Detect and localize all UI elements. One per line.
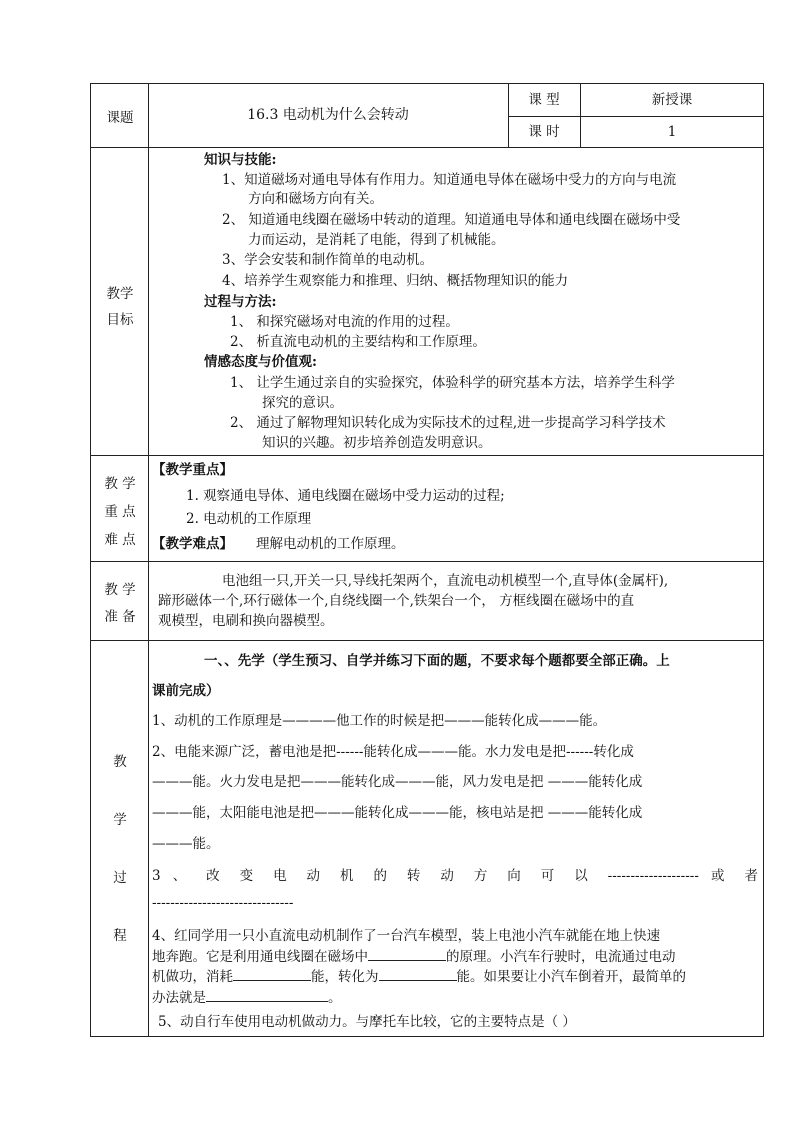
attitude-item-1: 1、 让学生通过亲自的实验探究，体验科学的研究基本方法，培养学生科学	[230, 375, 675, 391]
question-4-text-c: 机做功，消耗	[152, 969, 233, 985]
knowledge-item-1-cont: 方向和磁场方向有关。	[248, 191, 383, 207]
topic-label: 课题	[106, 110, 134, 126]
question-3-line-2: -------------------------------	[152, 895, 294, 911]
objectives-label-2: 目标	[106, 312, 134, 328]
question-5: 5、动自行车使用电动机做动力。与摩托车比较，它的主要特点是（ ）	[158, 1014, 576, 1030]
question-4-line-4	[152, 987, 342, 1008]
question-2-line-4: ———能。	[152, 836, 220, 852]
knowledge-item-2-cont: 力而运动，是消耗了电能，得到了机械能。	[248, 232, 505, 248]
answer-blank-1[interactable]	[368, 946, 446, 961]
knowledge-item-3: 3、学会安装和制作简单的电动机。	[222, 252, 434, 268]
question-4-text-b: 的原理。小汽车行驶时，电流通过电动	[446, 949, 676, 965]
key-item-2: 2. 电动机的工作原理	[186, 511, 312, 527]
hours-label: 课 时	[528, 124, 560, 140]
answer-blank-2[interactable]	[233, 966, 311, 981]
question-4-text-a: 地奔跑。它是利用通电线圈在磁场中	[152, 949, 368, 965]
knowledge-item-4: 4、培养学生观察能力和推理、归纳、概括物理知识的能力	[222, 273, 569, 289]
question-4-text-f: 办法就是	[152, 990, 206, 1006]
header-inner-divider	[508, 116, 764, 117]
process-heading: 过程与方法:	[204, 294, 277, 310]
keypoints-label-3: 难 点	[104, 532, 136, 548]
preparation-label-1: 教 学	[104, 582, 136, 598]
preparation-line-1: 电池组一只,开关一只,导线托架两个，直流电动机模型一个,直导体(金属杆),	[222, 573, 669, 589]
question-2-line-2: ———能。火力发电是把———能转化成———能，风力发电是把 ———能转化成	[152, 774, 643, 790]
process-item-2: 2、 析直流电动机的主要结构和工作原理。	[230, 334, 486, 350]
process-intro: 一、、先学（学生预习、自学并练习下面的题，不要求每个题都要全部正确。上	[204, 653, 670, 669]
hours-value: 1	[667, 124, 677, 140]
key-heading: 【教学重点】	[152, 462, 233, 478]
knowledge-heading: 知识与技能:	[204, 152, 277, 168]
type-value: 新授课	[651, 92, 693, 108]
preparation-line-2: 蹄形磁体一个,环行磁体一个,自绕线圈一个,铁架台一个， 方框线圈在磁场中的直	[158, 593, 635, 609]
difficulty-text: 理解电动机的工作原理。	[256, 536, 405, 552]
question-4-text-g: 。	[328, 990, 342, 1006]
process-label-1: 教	[113, 754, 127, 770]
process-intro-cont: 课前完成）	[152, 683, 220, 699]
topic-value: 16.3 电动机为什么会转动	[247, 107, 409, 123]
preparation-line-3: 观模型，电刷和换向器模型。	[158, 613, 334, 629]
question-4-line-2	[152, 946, 676, 967]
answer-blank-4[interactable]	[206, 987, 328, 1002]
attitude-heading: 情感态度与价值观:	[204, 354, 317, 370]
attitude-item-2-cont: 知识的兴趣。初步培养创造发明意识。	[262, 435, 492, 451]
preparation-label-2: 准 备	[104, 609, 136, 625]
key-item-1: 1. 观察通电导体、通电线圈在磁场中受力运动的过程;	[186, 488, 505, 504]
question-3-line-1: 3 、 改 变 电 动 机 的 转 动 方 向 可 以 -------------------- 或 者	[152, 868, 758, 884]
knowledge-item-1: 1、知道磁场对通电导体有作用力。知道通电导体在磁场中受力的方向与电流	[222, 172, 677, 188]
question-4-text-d: 能，转化为	[311, 969, 379, 985]
difficulty-heading: 【教学难点】	[152, 536, 233, 552]
keypoints-label-2: 重 点	[104, 504, 136, 520]
question-4-text-e: 能。如果要让小汽车倒着开，最简单的	[456, 969, 686, 985]
knowledge-item-2: 2、 知道通电线圈在磁场中转动的道理。知道通电导体和通电线圈在磁场中受	[222, 212, 681, 228]
process-item-1: 1、 和探究磁场对电流的作用的过程。	[230, 314, 459, 330]
process-label-2: 学	[113, 812, 127, 828]
question-1: 1、动机的工作原理是————他工作的时候是把———能转化成———能。	[152, 713, 607, 729]
question-4-line-3	[152, 966, 686, 987]
answer-blank-3[interactable]	[379, 966, 457, 981]
row-divider-preparation	[90, 640, 764, 641]
row-divider-objectives	[90, 455, 764, 456]
row-divider-keypoints	[90, 561, 764, 562]
attitude-item-2: 2、 通过了解物理知识转化成为实际技术的过程,进一步提高学习科学技术	[230, 415, 666, 431]
question-2-line-3: ———能，太阳能电池是把———能转化成———能，核电站是把 ———能转化成	[152, 805, 643, 821]
label-column-divider	[148, 83, 149, 1037]
question-4-line-1: 4、红同学用一只小直流电动机制作了一台汽车模型，装上电池小汽车就能在地上快速	[152, 928, 661, 944]
type-label: 课 型	[528, 92, 560, 108]
process-label-3: 过	[113, 870, 127, 886]
attitude-item-1-cont: 探究的意识。	[262, 395, 343, 411]
row-divider-header	[90, 147, 764, 148]
objectives-label-1: 教学	[106, 286, 134, 302]
process-label-4: 程	[113, 928, 127, 944]
keypoints-label-1: 教 学	[104, 476, 136, 492]
question-2-line-1: 2、电能来源广泛，蓄电池是把------能转化成———能。水力发电是把------转化成	[152, 744, 634, 760]
